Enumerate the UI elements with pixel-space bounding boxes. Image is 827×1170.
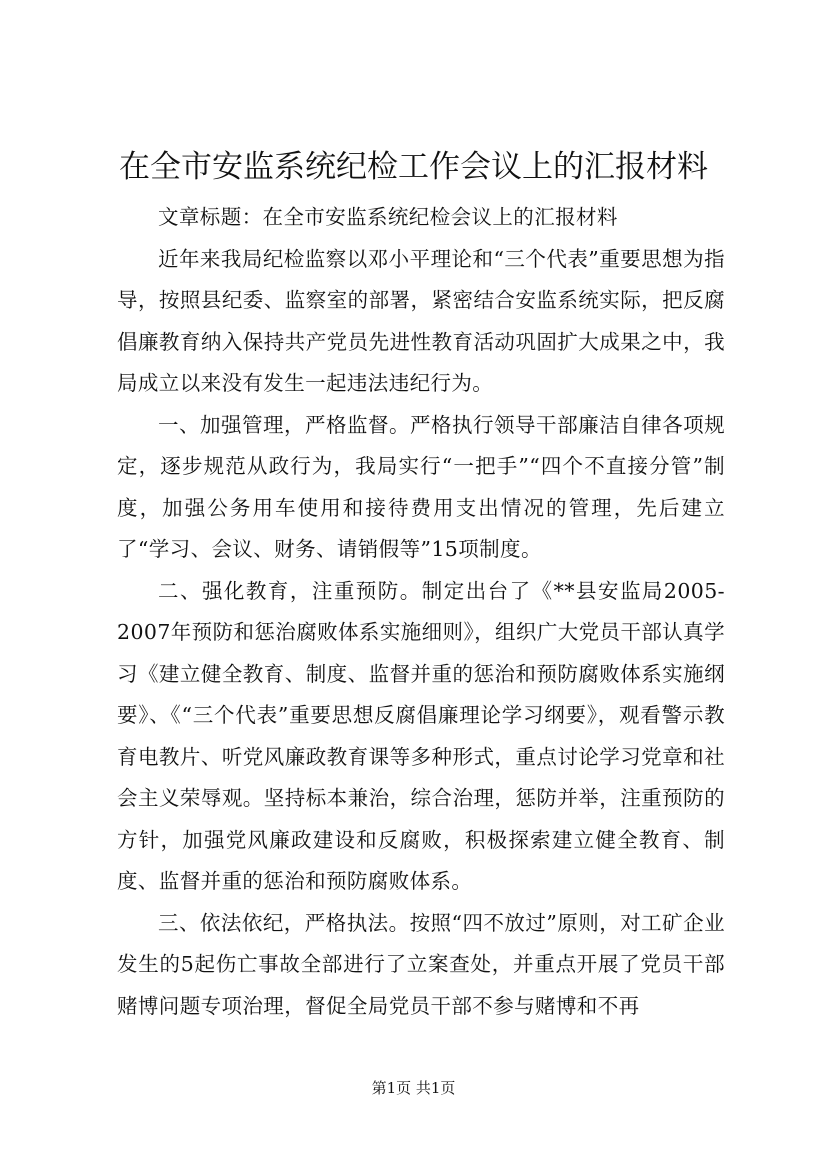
document-body bbox=[117, 197, 725, 1027]
intro-paragraph: 近年来我局纪检监察以邓小平理论和“三个代表”重要思想为指导，按照县纪委、监察室的部署，紧密结合安监系统实际，把反腐倡廉教育纳入保持共产党员先进性教育活动巩固扩大成果之中，我局成立以来没有发生一起违法违纪行为。 bbox=[117, 246, 725, 395]
section-two-paragraph: 二、强化教育，注重预防。制定出台了《**县安监局2005-2007年预防和惩治腐败体系实施细则》，组织广大党员干部认真学习《建立健全教育、制度、监督并重的惩治和预防腐败体系实施纲要》、《“三个代表”重要思想反腐倡廉理论学习纲要》，观看警示教育电教片、听党风廉政教育课等多种形式，重点讨论学习党章和社会主义荣辱观。坚持标本兼治，综合治理，惩防并举，注重预防的方针，加强党风廉政建设和反腐败，积极探索建立健全教育、制度、监督并重的惩治和预防腐败体系。 bbox=[117, 578, 725, 893]
article-heading-paragraph: 文章标题：在全市安监系统纪检会议上的汇报材料 bbox=[158, 205, 618, 229]
section-three-paragraph: 三、依法依纪，严格执法。按照“四不放过”原则，对工矿企业发生的5起伤亡事故全部进行了立案查处，并重点开展了党员干部赌博问题专项治理，督促全局党员干部不参与赌博和不再 bbox=[117, 910, 725, 1018]
section-one-paragraph: 一、加强管理，严格监督。严格执行领导干部廉洁自律各项规定，逐步规范从政行为，我局实行“一把手”“四个不直接分管”制度，加强公务用车使用和接待费用支出情况的管理，先后建立了“学习、会议、财务、请销假等”15项制度。 bbox=[117, 412, 725, 561]
page-number-footer: 第1页 共1页 bbox=[371, 1079, 456, 1097]
document-title: 在全市安监系统纪检工作会议上的汇报材料 bbox=[119, 149, 708, 185]
